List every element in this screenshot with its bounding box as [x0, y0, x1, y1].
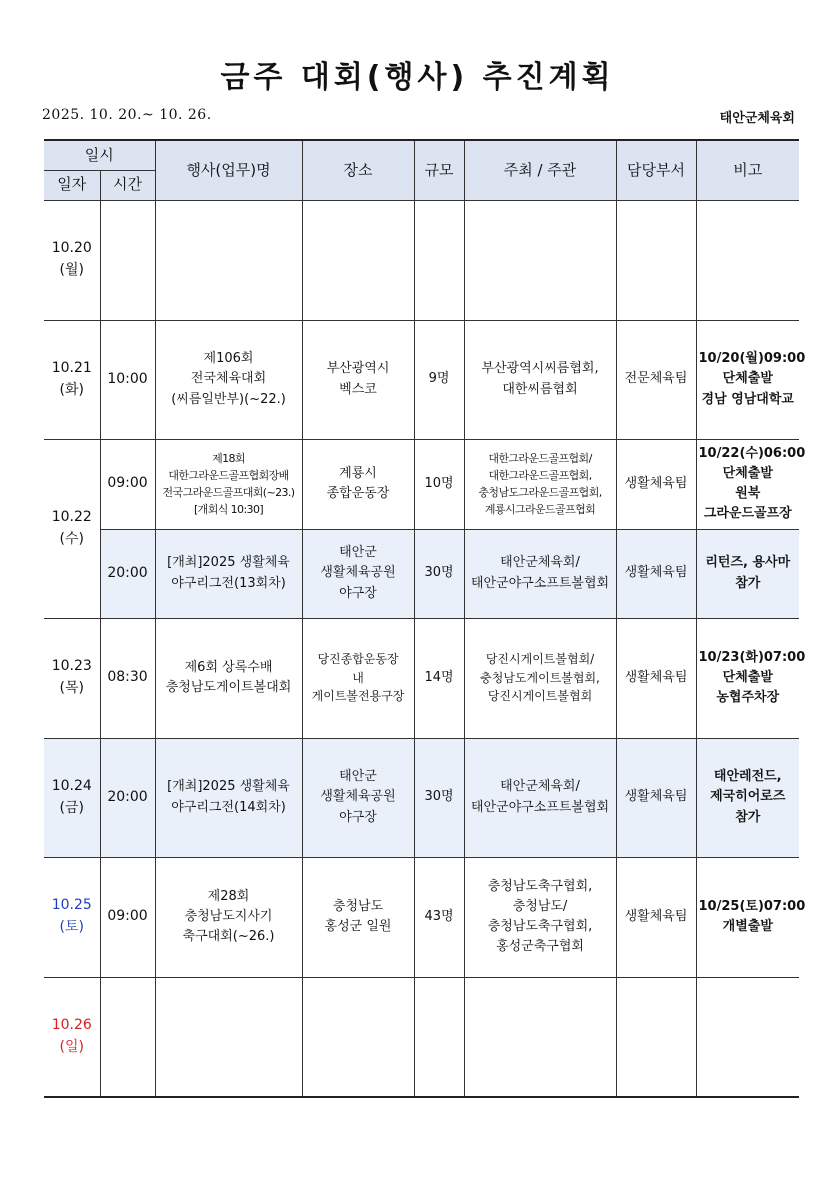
- event-line: [개회식 10:30]: [193, 503, 264, 517]
- host-line: 태안군야구소프트볼협회: [470, 575, 610, 591]
- host-cell: [464, 439, 616, 529]
- place-line: 홍성군 일원: [324, 919, 392, 934]
- remark-line: 10/23(화)07:00: [698, 649, 806, 665]
- event-line: 축구대회(~26.): [182, 929, 275, 945]
- event-cell: [155, 320, 302, 439]
- place-line: 종합운동장: [326, 486, 390, 501]
- place-line: 태안군: [339, 769, 377, 785]
- place-cell: [302, 439, 414, 529]
- remark-line: 참가: [735, 575, 761, 591]
- remark-line: 원북: [735, 486, 761, 501]
- event-line: 제106회: [203, 351, 254, 367]
- header-datetime: 일시: [44, 140, 155, 170]
- place-cell: [302, 529, 414, 618]
- date-text: 10.20: [51, 240, 92, 257]
- event-line: 충청남도게이트볼대회: [165, 680, 292, 695]
- remark-line: 단체출발: [722, 465, 773, 481]
- remark-line: 10/25(토)07:00: [698, 898, 806, 914]
- host-line: 태안군체육회/: [500, 779, 580, 795]
- event-line: [개최]2025 생활체육: [167, 779, 290, 795]
- place-line: 내: [352, 670, 364, 685]
- date-cell: [44, 320, 100, 439]
- scale-cell: [414, 977, 464, 1097]
- host-cell: [464, 200, 616, 320]
- remark-line: 개별출발: [722, 919, 773, 934]
- event-line: 전국그라운드골프대회(~23.): [162, 486, 295, 499]
- organization-name: 태안군체육회: [719, 111, 795, 126]
- table-row: [44, 439, 799, 529]
- date-cell: [44, 857, 100, 977]
- table-row: [44, 200, 799, 320]
- time-cell: 10:00: [100, 320, 155, 439]
- remarks-cell: [696, 618, 806, 738]
- host-cell: [464, 977, 616, 1097]
- header-host: 주최 / 주관: [464, 140, 616, 200]
- date-text: 10.26: [51, 1017, 92, 1034]
- department-cell: 생활체육팀: [616, 439, 696, 529]
- remarks-cell: [696, 529, 799, 618]
- host-line: 충청남도축구협회,: [487, 919, 593, 934]
- remarks-cell: [696, 857, 806, 977]
- host-cell: [464, 320, 616, 439]
- event-line: 야구리그전(14회차): [171, 799, 286, 815]
- remark-line: 경남 영남대학교: [701, 391, 794, 407]
- place-line: 벡스코: [339, 381, 377, 397]
- host-line: 충청남도/: [512, 898, 568, 914]
- remark-line: 10/20(월)09:00: [698, 351, 806, 367]
- time-cell: 20:00: [100, 738, 155, 857]
- event-line: 전국체육대회: [190, 371, 267, 387]
- place-cell: [302, 320, 414, 439]
- header-time: 시간: [100, 170, 155, 200]
- date-cell: [44, 977, 100, 1097]
- scale-cell: 14명: [414, 618, 464, 738]
- remark-line: 태안레전드,: [713, 769, 782, 785]
- event-line: 제18회: [212, 451, 245, 465]
- header-department: 담당부서: [616, 140, 696, 200]
- remark-line: 그라운드골프장: [703, 506, 792, 522]
- scale-cell: 10명: [414, 439, 464, 529]
- date-cell: [44, 200, 100, 320]
- host-cell: [464, 738, 616, 857]
- event-cell: [155, 439, 302, 529]
- place-line: 야구장: [339, 809, 377, 825]
- scale-cell: 30명: [414, 529, 464, 618]
- time-cell: 09:00: [100, 857, 155, 977]
- event-cell: [155, 529, 302, 618]
- remark-line: 제국히어로즈: [710, 789, 786, 805]
- table-row: [44, 618, 799, 738]
- host-line: 충청남도그라운드골프협회,: [478, 486, 602, 499]
- remarks-cell: [696, 977, 799, 1097]
- scale-cell: [414, 200, 464, 320]
- department-cell: [616, 977, 696, 1097]
- place-line: 부산광역시: [326, 361, 390, 377]
- remark-line: 단체출발: [722, 371, 773, 387]
- time-cell: [100, 977, 155, 1097]
- host-line: 부산광역시씨름협회,: [481, 361, 599, 377]
- host-cell: [464, 857, 616, 977]
- place-line: 게이트볼전용구장: [311, 689, 405, 704]
- weekday-text: (일): [59, 1038, 84, 1055]
- header-date: 일자: [44, 170, 100, 200]
- department-cell: 생활체육팀: [616, 738, 696, 857]
- remark-line: 리턴즈, 용사마: [705, 555, 791, 571]
- table-row: [44, 529, 799, 618]
- place-line: 계룡시: [339, 465, 377, 481]
- date-text: 10.22: [51, 508, 92, 525]
- weekday-text: (토): [59, 919, 84, 935]
- time-cell: 20:00: [100, 529, 155, 618]
- header-scale: 규모: [414, 140, 464, 200]
- table-row: [44, 977, 799, 1097]
- date-cell: [44, 439, 100, 618]
- date-cell: [44, 738, 100, 857]
- event-cell: [155, 857, 302, 977]
- remarks-cell: [696, 738, 799, 857]
- host-line: 계룡시그라운드골프협회: [484, 503, 596, 517]
- place-line: 야구장: [339, 585, 377, 601]
- weekday-text: (목): [59, 680, 84, 696]
- host-cell: [464, 618, 616, 738]
- table-row: [44, 320, 799, 439]
- header-event: 행사(업무)명: [155, 140, 302, 200]
- weekday-text: (수): [59, 530, 84, 547]
- remark-line: 10/22(수)06:00: [698, 445, 806, 461]
- event-line: 대한그라운드골프협회장배: [168, 468, 289, 482]
- place-cell: [302, 857, 414, 977]
- event-cell: [155, 738, 302, 857]
- place-line: 생활체육공원: [320, 565, 396, 581]
- table-row: [44, 857, 799, 977]
- date-text: 10.23: [51, 658, 92, 675]
- remarks-cell: [696, 320, 806, 439]
- event-line: 제6회 상록수배: [184, 659, 273, 675]
- date-text: 10.24: [51, 777, 92, 794]
- place-line: 충청남도: [332, 898, 384, 914]
- scale-cell: 30명: [414, 738, 464, 857]
- weekday-text: (금): [59, 799, 84, 816]
- place-line: 생활체육공원: [320, 789, 396, 805]
- host-line: 충청남도축구협회,: [487, 878, 593, 894]
- time-cell: 09:00: [100, 439, 155, 529]
- table-row: [44, 738, 799, 857]
- event-cell: [155, 618, 302, 738]
- event-cell: [155, 977, 302, 1097]
- place-line: 당진종합운동장: [317, 652, 399, 667]
- department-cell: 생활체육팀: [616, 857, 696, 977]
- time-cell: 08:30: [100, 618, 155, 738]
- host-line: 당진시게이트볼협회/: [485, 652, 595, 667]
- remark-line: 참가: [735, 809, 761, 825]
- department-cell: 생활체육팀: [616, 529, 696, 618]
- host-line: 대한그라운드골프협회,: [488, 468, 592, 482]
- place-line: 태안군: [339, 545, 377, 561]
- place-cell: [302, 977, 414, 1097]
- header-place: 장소: [302, 140, 414, 200]
- event-cell: [155, 200, 302, 320]
- schedule-table: [44, 139, 806, 1098]
- header-remarks: 비고: [696, 140, 799, 200]
- time-cell: [100, 200, 155, 320]
- host-line: 태안군체육회/: [500, 555, 580, 571]
- host-line: 홍성군축구협회: [496, 939, 584, 955]
- host-line: 대한씨름협회: [502, 381, 578, 397]
- place-cell: [302, 200, 414, 320]
- scale-cell: 9명: [414, 320, 464, 439]
- weekday-text: (월): [59, 262, 84, 278]
- weekday-text: (화): [59, 381, 84, 398]
- department-cell: 생활체육팀: [616, 618, 696, 738]
- remarks-cell: [696, 200, 799, 320]
- host-line: 대한그라운드골프협회/: [488, 451, 592, 465]
- event-line: (씨름일반부)(~22.): [171, 391, 286, 407]
- place-cell: [302, 618, 414, 738]
- date-cell: [44, 618, 100, 738]
- place-cell: [302, 738, 414, 857]
- event-line: 야구리그전(13회차): [171, 575, 286, 591]
- period-range: 2025. 10. 20.~ 10. 26.: [42, 107, 212, 123]
- department-cell: 전문체육팀: [616, 320, 696, 439]
- host-line: 당진시게이트볼협회: [487, 689, 593, 704]
- remark-line: 농협주차장: [716, 690, 780, 706]
- date-text: 10.21: [51, 359, 92, 376]
- host-cell: [464, 529, 616, 618]
- event-line: 충청남도지사기: [184, 908, 273, 924]
- host-line: 충청남도게이트볼협회,: [480, 670, 600, 685]
- remarks-cell: [696, 439, 806, 529]
- event-line: 제28회: [207, 888, 250, 904]
- remark-line: 단체출발: [722, 669, 773, 685]
- date-text: 10.25: [51, 897, 92, 914]
- scale-cell: 43명: [414, 857, 464, 977]
- department-cell: [616, 200, 696, 320]
- event-line: [개최]2025 생활체육: [167, 555, 290, 571]
- page-title: 금주 대회(행사) 추진계획: [220, 60, 615, 95]
- host-line: 태안군야구소프트볼협회: [470, 799, 610, 815]
